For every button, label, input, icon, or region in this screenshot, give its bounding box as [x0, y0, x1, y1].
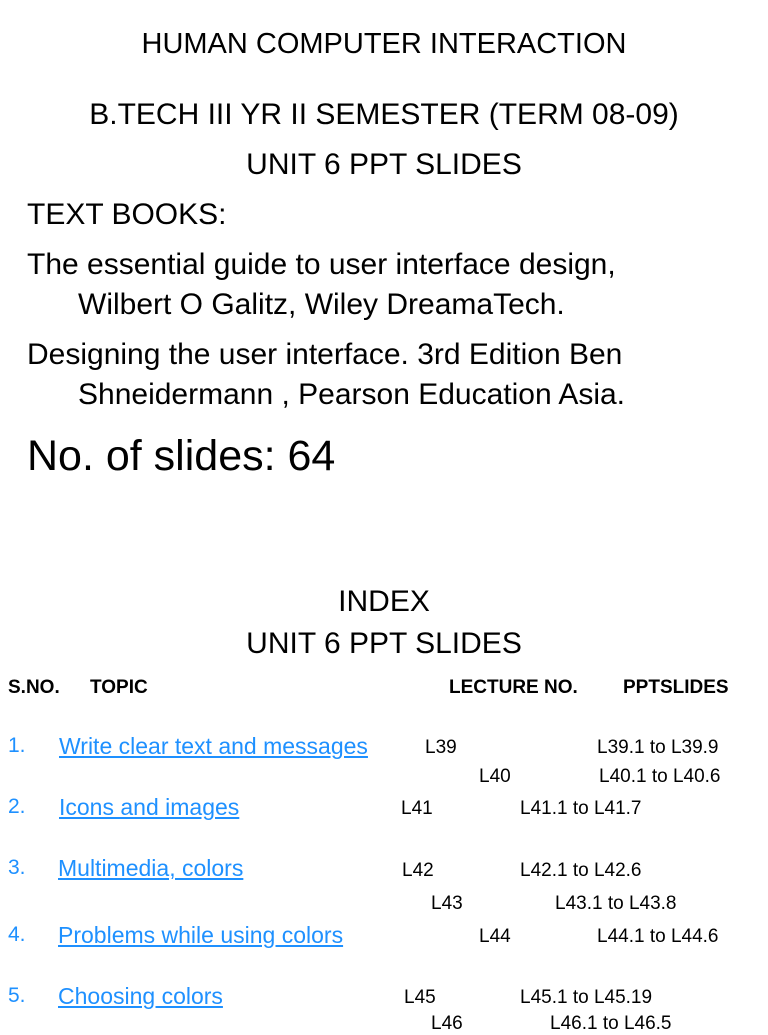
topic-link[interactable]: Choosing colors [58, 983, 223, 1009]
index-subtitle: UNIT 6 PPT SLIDES [246, 627, 522, 660]
ppt-slides-range: L43.1 to L43.8 [555, 893, 677, 914]
header-slides: PPTSLIDES [623, 677, 729, 698]
index-title: INDEX [338, 585, 430, 618]
lecture-no: L45 [404, 987, 436, 1008]
ppt-slides-range: L40.1 to L40.6 [599, 766, 721, 787]
lecture-no: L40 [479, 766, 511, 787]
lecture-no: L43 [431, 893, 463, 914]
ppt-slides-range: L46.1 to L46.5 [550, 1013, 672, 1034]
lecture-no: L46 [431, 1013, 463, 1034]
row-number: 3. [8, 856, 26, 879]
lecture-no: L39 [425, 737, 457, 758]
row-number: 4. [8, 923, 26, 946]
book1-line2: Wilbert O Galitz, Wiley DreamaTech. [78, 288, 565, 321]
book2-line1: Designing the user interface. 3rd Edition Ben [27, 338, 623, 371]
lecture-no: L41 [401, 798, 433, 819]
row-number: 2. [8, 795, 26, 818]
header-sno: S.NO. [8, 677, 60, 698]
lecture-no: L42 [402, 860, 434, 881]
unit-line: UNIT 6 PPT SLIDES [246, 148, 522, 181]
document-title: HUMAN COMPUTER INTERACTION [141, 28, 627, 60]
row-number: 5. [8, 984, 26, 1007]
header-topic: TOPIC [90, 677, 148, 698]
topic-link[interactable]: Icons and images [59, 794, 240, 820]
textbooks-heading: TEXT BOOKS: [27, 198, 227, 231]
course-line: B.TECH III YR II SEMESTER (TERM 08-09) [89, 98, 679, 131]
ppt-slides-range: L39.1 to L39.9 [597, 737, 719, 758]
ppt-slides-range: L42.1 to L42.6 [520, 860, 642, 881]
slide-count: No. of slides: 64 [27, 432, 336, 480]
ppt-slides-range: L45.1 to L45.19 [520, 987, 653, 1008]
lecture-no: L44 [479, 926, 511, 947]
ppt-slides-range: L44.1 to L44.6 [597, 926, 719, 947]
book1-line1: The essential guide to user interface design, [27, 248, 616, 281]
topic-link[interactable]: Multimedia, colors [58, 855, 244, 881]
ppt-slides-range: L41.1 to L41.7 [520, 798, 642, 819]
header-lecture: LECTURE NO. [449, 677, 578, 698]
book2-line2: Shneidermann , Pearson Education Asia. [78, 378, 626, 411]
topic-link[interactable]: Write clear text and messages [59, 733, 368, 759]
row-number: 1. [8, 734, 26, 757]
topic-link[interactable]: Problems while using colors [58, 922, 344, 948]
